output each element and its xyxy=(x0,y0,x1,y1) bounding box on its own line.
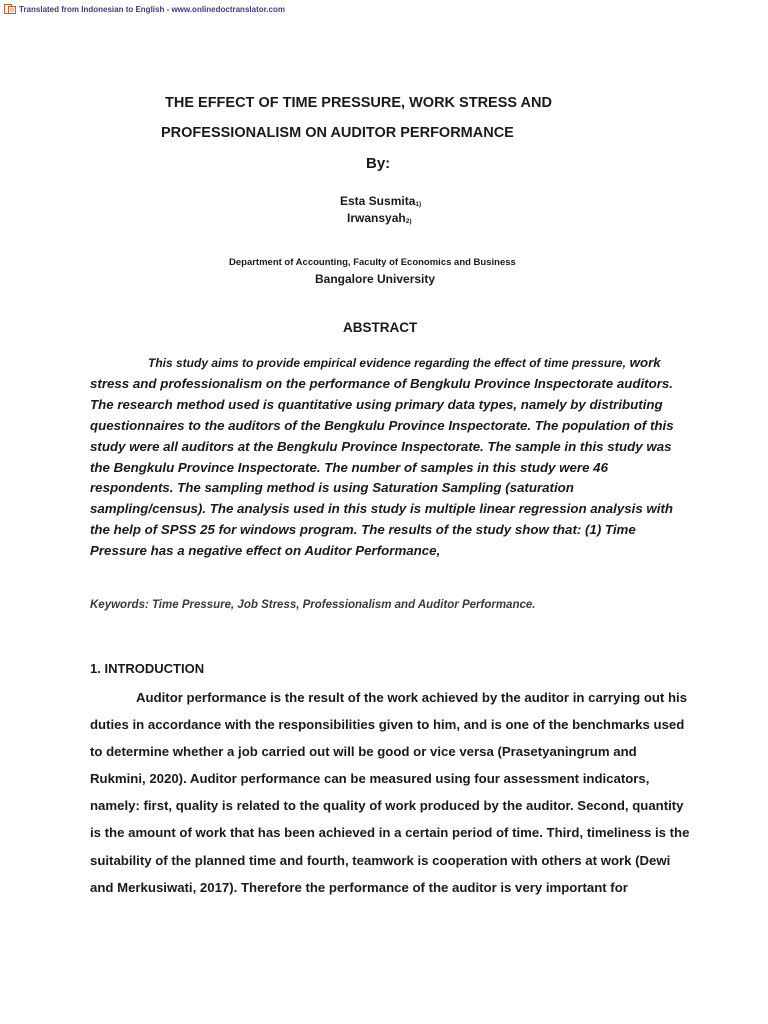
abstract-text: work stress and professionalism on the performance of Bengkulu Province Inspectorate auditors. The research method used is quantitative using primary data types, namely by distributing questionnaires to the auditors of the Bengkulu Province Inspectorate. The population of this study were all auditors at the Bengkulu Province Inspectorate. The sample in this study was the Bengkulu Province Inspectorate. The number of samples in this study were 46 respondents. The sampling method is using Saturation Sampling (saturation sampling/census). The analysis used in this study is multiple linear regression analysis with the help of SPSS 25 for windows program. The results of the study show that: (1) Time Pressure has a negative effect on Auditor Performance, xyxy=(90,355,674,559)
author-1-name: Esta Susmita xyxy=(340,194,416,208)
author-1-mark: 1) xyxy=(415,201,422,208)
document-translate-icon xyxy=(4,4,16,14)
department: Department of Accounting, Faculty of Economics and Business xyxy=(229,257,516,268)
author-1 xyxy=(340,194,421,208)
abstract-first-sentence: This study aims to provide empirical evidence regarding the effect of time pressure, xyxy=(148,356,626,370)
paper-title-line-2: PROFESSIONALISM ON AUDITOR PERFORMANCE xyxy=(161,125,514,141)
introduction-body: Auditor performance is the result of the work achieved by the auditor in carrying out his duties in accordance with the responsibilities given to him, and is one of the benchmarks used to determine whether a job carried out will be good or vice versa (Prasetyaningrum and Rukmini, 2020). Auditor performance can be measured using four assessment indicators, namely: first, quality is related to the quality of work produced by the auditor. Second, quantity is the amount of work that has been achieved in a certain period of time. Third, timeliness is the suitability of the planned time and fourth, teamwork is cooperation with others at work (Dewi and Merkusiwati, 2017). Therefore the performance of the auditor is very important for xyxy=(90,690,690,895)
author-2-mark: 2) xyxy=(405,218,412,225)
keywords: Keywords: Time Pressure, Job Stress, Professionalism and Auditor Performance. xyxy=(90,599,536,611)
paper-title-line-1: THE EFFECT OF TIME PRESSURE, WORK STRESS AND xyxy=(165,95,552,111)
banner-text[interactable]: Translated from Indonesian to English - www.onlinedoctranslator.com xyxy=(19,4,285,14)
introduction-heading: 1. INTRODUCTION xyxy=(90,661,205,676)
translation-banner[interactable] xyxy=(4,2,285,16)
author-2 xyxy=(347,211,411,225)
abstract-body xyxy=(90,353,682,562)
byline-label: By: xyxy=(366,155,391,172)
university: Bangalore University xyxy=(315,272,436,286)
abstract-heading: ABSTRACT xyxy=(343,320,418,335)
author-2-name: Irwansyah xyxy=(347,211,406,225)
